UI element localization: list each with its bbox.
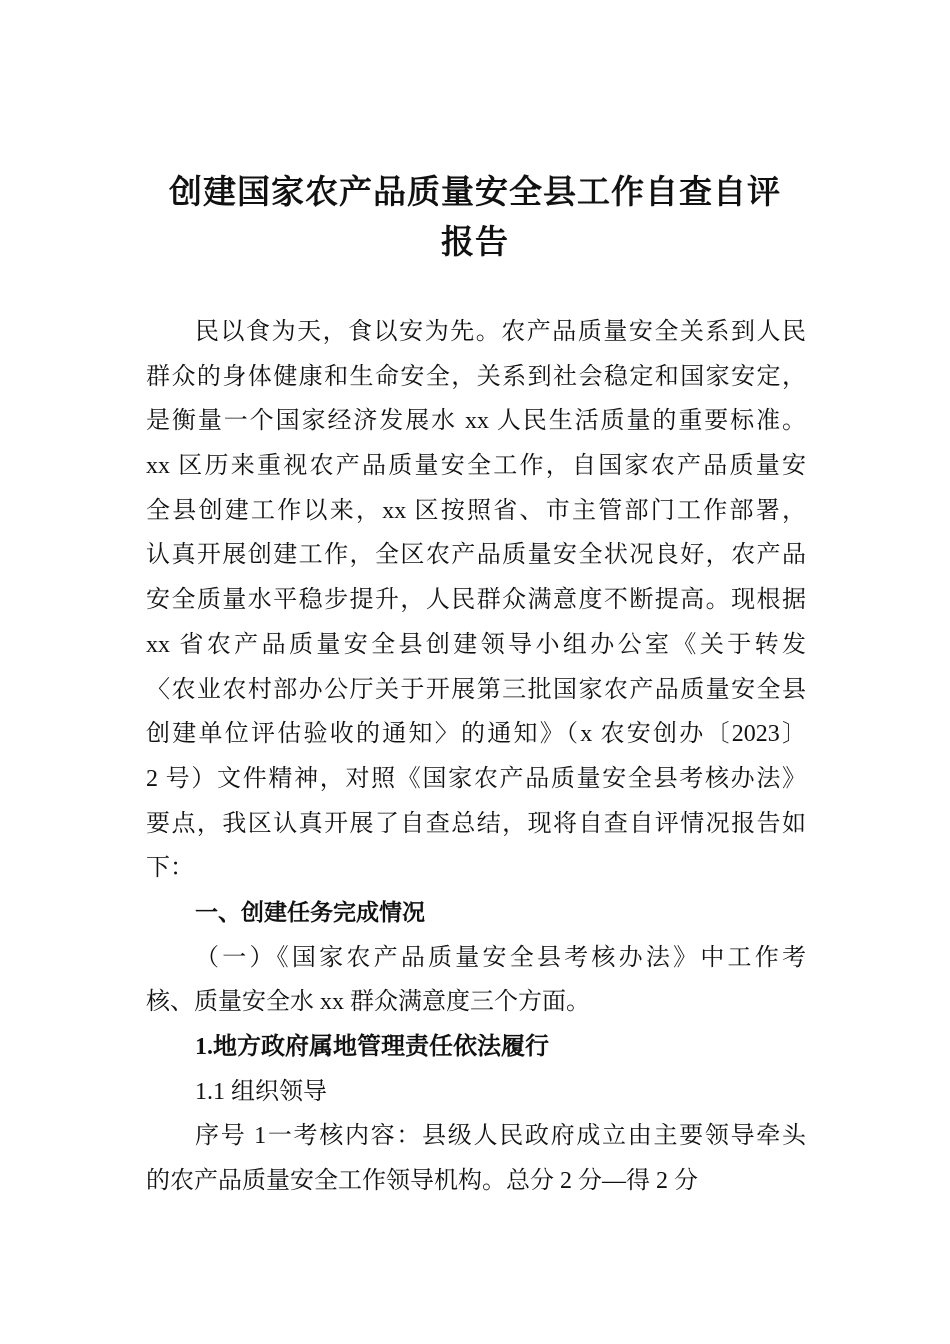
- item-subheading: 1.1 组织领导: [195, 1078, 327, 1105]
- paragraph-line: 〈农业农村部办公厅关于开展第三批国家农产品质量安全县: [146, 676, 806, 703]
- paragraph-line: 民以食为天，食以安为先。农产品质量安全关系到人民: [195, 319, 806, 345]
- document-title-line-1: 创建国家农产品质量安全县工作自查自评: [169, 172, 781, 211]
- paragraph-line: 要点，我区认真开展了自查总结，现将自查自评情况报告如: [146, 810, 806, 837]
- document-body: [146, 310, 806, 1204]
- paragraph-line: 认真开展创建工作，全区农产品质量安全状况良好，农产品: [146, 542, 806, 569]
- paragraph-line: 2 号）文件精神，对照《国家农产品质量安全县考核办法》: [146, 765, 806, 792]
- item-line: 的农产品质量安全工作领导机构。总分 2 分—得 2 分: [146, 1168, 698, 1195]
- paragraph-line: 群众的身体健康和生命安全，关系到社会稳定和国家安定，: [146, 363, 806, 390]
- item-line: 序号 1一考核内容：县级人民政府成立由主要领导牵头: [195, 1123, 806, 1150]
- paragraph-line: xx 区历来重视农产品质量安全工作，自国家农产品质量安: [146, 453, 806, 480]
- paragraph-line: 全县创建工作以来，xx 区按照省、市主管部门工作部署，: [146, 497, 806, 524]
- subsection-line: （一）《国家农产品质量安全县考核办法》中工作考: [195, 944, 806, 971]
- paragraph-line: 是衡量一个国家经济发展水 xx 人民生活质量的重要标准。: [146, 408, 806, 435]
- item-heading: 1.地方政府属地管理责任依法履行: [195, 1034, 549, 1060]
- section-heading: 一、创建任务完成情况: [195, 899, 425, 926]
- paragraph-line: xx 省农产品质量安全县创建领导小组办公室《关于转发: [146, 631, 806, 658]
- paragraph-line: 下：: [146, 855, 194, 882]
- subsection-line: 核、质量安全水 xx 群众满意度三个方面。: [146, 989, 590, 1016]
- document-title-line-2: 报告: [441, 222, 509, 261]
- paragraph-line: 创建单位评估验收的通知〉的通知》（x 农安创办〔2023〕: [146, 721, 806, 748]
- paragraph-line: 安全质量水平稳步提升，人民群众满意度不断提高。现根据: [146, 587, 806, 614]
